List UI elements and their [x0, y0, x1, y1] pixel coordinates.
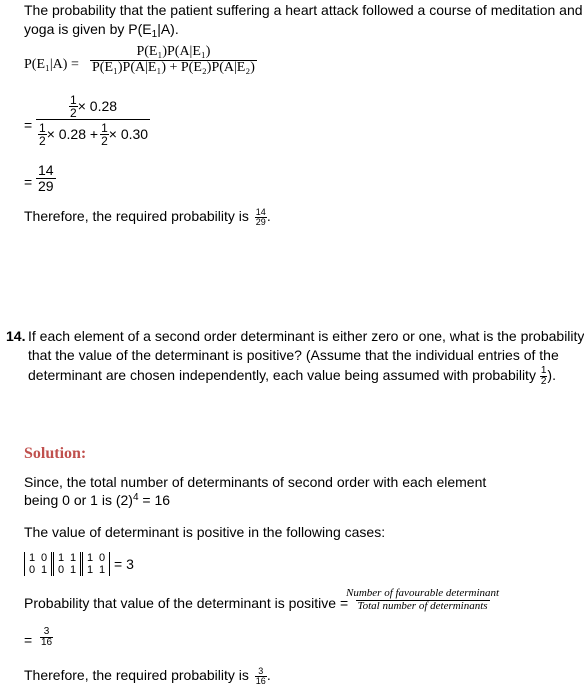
determinant-1	[24, 552, 52, 576]
solution-cases-text: The value of determinant is positive in the following cases:	[24, 524, 386, 540]
solution-line-2-end: = 16	[138, 492, 171, 508]
bayes-fraction	[90, 45, 257, 75]
step1-fraction	[36, 94, 150, 147]
conclusion-1-end: .	[266, 208, 271, 225]
determinant-3-d: 1	[98, 564, 106, 576]
bayes-numerator: P(E₁)P(A|E₁)	[136, 44, 211, 59]
step1-bot-half-2: $\frac{1}{2}$	[101, 121, 108, 148]
determinant-3-b: 0	[98, 552, 106, 564]
question-probability-fraction: $\frac{1}{2}$	[540, 365, 547, 387]
conclusion-1	[24, 208, 271, 227]
result-fraction: $\frac{3}{16}$	[41, 626, 53, 648]
solution-line-2-text: being 0 or 1 is (2)	[24, 492, 133, 508]
determinant-2-c: 0	[57, 564, 65, 576]
step1-top-half: $\frac{1}{2}$	[70, 93, 77, 120]
result-eq: =	[24, 632, 33, 648]
determinant-2-a: 1	[57, 552, 65, 564]
step2-fraction: $\frac{14}{29}$	[38, 162, 54, 194]
determinant-1-a: 1	[28, 552, 36, 564]
conclusion-1-fraction: $\frac{14}{29}$	[255, 207, 266, 227]
probability-numerator: Number of favourable determinant	[346, 587, 500, 599]
intro-line-2-end: |A).	[157, 21, 179, 37]
determinant-3-a: 1	[86, 552, 94, 564]
determinants-row	[24, 552, 134, 576]
conclusion-2	[24, 667, 271, 686]
intro-line-2-text: yoga is given by P(E	[24, 21, 152, 37]
question-line-3-text: determinant are chosen independently, each value being assumed with probability	[28, 367, 536, 384]
intro-line-2-sub: 1	[151, 29, 158, 40]
probability-text: Probability that value of the determinant is positive =	[24, 595, 349, 611]
step2-eq: =	[24, 174, 33, 190]
step1-bot-term-2: × 0.30	[108, 126, 149, 143]
intro-line-1: The probability that the patient suffering a heart attack followed a course of meditation and	[24, 2, 583, 18]
conclusion-2-text: Therefore, the required probability is	[24, 667, 249, 684]
question-line-3	[28, 366, 556, 387]
question-line-3-end: ).	[547, 367, 556, 384]
question-line-1: If each element of a second order determinant is either zero or one, what is the probability	[28, 328, 584, 344]
step1-eq: =	[24, 117, 33, 133]
solution-line-2-sup: 4	[132, 492, 139, 503]
step1-top-term: × 0.28	[77, 98, 118, 115]
solution-heading: Solution:	[24, 445, 87, 462]
question-number: 14.	[6, 328, 26, 344]
probability-fraction	[344, 588, 501, 612]
determinant-3	[82, 552, 110, 576]
determinant-2-d: 1	[69, 564, 77, 576]
determinants-result: = 3	[114, 556, 134, 572]
conclusion-2-end: .	[266, 667, 271, 684]
determinant-2-b: 1	[69, 552, 77, 564]
determinant-1-d: 1	[40, 564, 48, 576]
intro-line-2	[24, 21, 179, 40]
solution-line-1: Since, the total number of determinants of second order with each element	[24, 474, 487, 490]
determinant-3-c: 1	[86, 564, 94, 576]
conclusion-2-fraction: $\frac{3}{16}$	[255, 666, 266, 686]
bayes-denominator: P(E₁)P(A|E₁) + P(E₂)P(A|E₂)	[92, 59, 255, 75]
step1-bot-half-1: $\frac{1}{2}$	[39, 121, 46, 148]
determinant-1-b: 0	[40, 552, 48, 564]
conclusion-1-text: Therefore, the required probability is	[24, 208, 249, 225]
solution-line-2	[24, 492, 170, 508]
determinant-2	[53, 552, 81, 576]
step1-bot-term-1: × 0.28 +	[46, 126, 99, 143]
probability-denominator: Total number of determinants	[357, 599, 488, 612]
question-line-2: that the value of the determinant is positive? (Assume that the individual entries of the	[28, 347, 559, 363]
determinant-1-c: 0	[28, 564, 36, 576]
bayes-lhs: P(E₁|A) =	[24, 57, 79, 72]
